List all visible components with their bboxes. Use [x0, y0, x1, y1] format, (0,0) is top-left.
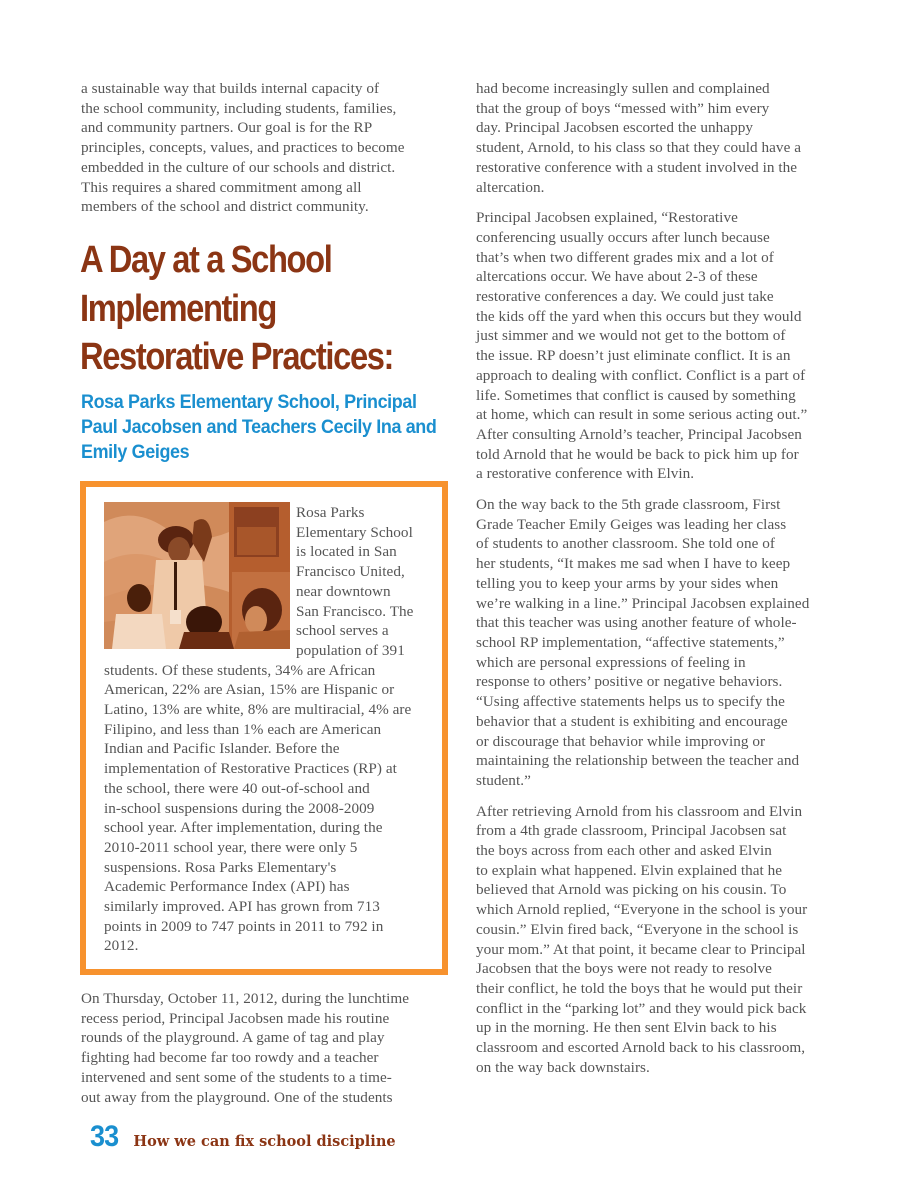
text-line: which are personal expressions of feeling in: [476, 653, 746, 671]
page-footer: [90, 1120, 396, 1154]
text-line: which Arnold replied, “Everyone in the school is your: [476, 901, 808, 919]
text-line: school serves a: [296, 622, 389, 640]
text-line: we’re walking in a line.” Principal Jacobsen explained: [476, 594, 810, 612]
text-line: life. Sometimes that conflict is caused by something: [476, 386, 796, 404]
text-line: from a 4th grade classroom, Principal Jacobsen sat: [476, 822, 787, 840]
text-line: After retrieving Arnold from his classroom and Elvin: [476, 802, 803, 820]
text-line: implementation of Restorative Practices (RP) at: [104, 760, 397, 778]
text-line: classroom and escorted Arnold back to his classroom,: [476, 1039, 806, 1057]
text-line: student.”: [476, 771, 531, 789]
text-line: This requires a shared commitment among all: [81, 178, 362, 196]
text-line: rounds of the playground. A game of tag and play: [81, 1029, 385, 1047]
text-line: Indian and Pacific Islander. Before the: [104, 740, 340, 758]
story-paragraph-affective-statements: [476, 495, 848, 791]
text-line: the school community, including students, families,: [81, 99, 397, 117]
text-line: population of 391: [296, 641, 405, 659]
text-line: Principal Jacobsen explained, “Restorative: [476, 209, 738, 227]
title-line: Restorative Practices:: [80, 336, 394, 378]
text-line: of students to another classroom. She told one of: [476, 535, 775, 553]
school-profile-sidebar: [80, 481, 448, 975]
text-line: cousin.” Elvin fired back, “Everyone in the school is: [476, 920, 799, 938]
text-line: After consulting Arnold’s teacher, Principal Jacobsen: [476, 425, 802, 443]
text-line: to explain what happened. Elvin explained that he: [476, 861, 783, 879]
text-line: up in the morning. He then sent Elvin back to his: [476, 1019, 777, 1037]
subtitle-line: Paul Jacobsen and Teachers Cecily Ina and: [81, 416, 437, 438]
text-line: told Arnold that he would be back to pick him up for: [476, 445, 799, 463]
text-line: Rosa Parks: [296, 504, 365, 521]
text-line: altercations occur. We have about 2-3 of these: [476, 268, 758, 286]
page-number: 33: [90, 1120, 119, 1153]
text-line: had become increasingly sullen and complained: [476, 80, 770, 97]
text-line: Grade Teacher Emily Geiges was leading her class: [476, 515, 787, 533]
text-line: 2012.: [104, 937, 139, 955]
text-line: response to others’ positive or negative behaviors.: [476, 673, 783, 691]
text-line: fighting had become far too rowdy and a teacher: [81, 1049, 379, 1067]
subtitle-line: Rosa Parks Elementary School, Principal: [81, 391, 417, 413]
text-line: restorative conference with a student involved in the: [476, 158, 798, 176]
text-line: Filipino, and less than 1% each are American: [104, 720, 382, 738]
text-line: principles, concepts, values, and practices to become: [81, 139, 405, 157]
text-line: is located in San: [296, 543, 397, 561]
article-subtitle: [81, 390, 453, 465]
text-line: recess period, Principal Jacobsen made his routine: [81, 1009, 390, 1027]
text-line: “Using affective statements helps us to specify the: [476, 693, 785, 711]
text-line: Academic Performance Index (API) has: [104, 878, 350, 896]
intro-paragraph: [81, 79, 453, 217]
text-line: and community partners. Our goal is for the RP: [81, 119, 373, 137]
text-line: near downtown: [296, 582, 391, 600]
text-line: Jacobsen that the boys were not ready to resolve: [476, 960, 772, 978]
text-line: embedded in the culture of our schools and district.: [81, 158, 396, 176]
text-line: the school, there were 40 out-of-school and: [104, 779, 370, 797]
story-paragraph-principal-quote: [476, 208, 848, 484]
text-line: altercation.: [476, 178, 545, 196]
text-line: in-school suspensions during the 2008-2009: [104, 799, 375, 817]
text-line: San Francisco. The: [296, 602, 414, 620]
text-line: her students, “It makes me sad when I have to keep: [476, 555, 791, 573]
text-line: day. Principal Jacobsen escorted the unhappy: [476, 119, 754, 137]
text-line: American, 22% are Asian, 15% are Hispanic or: [104, 681, 395, 699]
text-line: conferencing usually occurs after lunch because: [476, 228, 770, 246]
text-line: believed that Arnold was picking on his cousin. To: [476, 881, 787, 899]
text-line: at home, which can result in some serious acting out.”: [476, 406, 808, 424]
text-line: maintaining the relationship between the teacher and: [476, 752, 800, 770]
text-line: suspensions. Rosa Parks Elementary's: [104, 858, 337, 876]
text-line: approach to dealing with conflict. Conflict is a part of: [476, 366, 806, 384]
text-line: points in 2009 to 747 points in 2011 to 792 in: [104, 917, 384, 935]
text-line: members of the school and district community.: [81, 198, 369, 216]
text-line: that this teacher was using another feature of whole-: [476, 614, 797, 632]
text-line: 2010-2011 school year, there were only 5: [104, 838, 358, 856]
text-line: On the way back to the 5th grade classroom, First: [476, 496, 781, 514]
text-line: a sustainable way that builds internal capacity of: [81, 80, 380, 97]
text-line: a restorative conference with Elvin.: [476, 465, 695, 483]
text-line: that the group of boys “messed with” him every: [476, 99, 770, 117]
story-paragraph-continued: [476, 79, 848, 197]
text-line: conflict in the “parking lot” and they would pick back: [476, 999, 807, 1017]
text-line: similarly improved. API has grown from 713: [104, 898, 380, 916]
text-line: the kids off the yard when this occurs but they would: [476, 307, 802, 325]
text-line: the boys across from each other and asked Elvin: [476, 842, 772, 860]
text-line: out away from the playground. One of the students: [81, 1088, 393, 1106]
publication-title: How we can fix school discipline: [133, 1133, 396, 1150]
text-line: On Thursday, October 11, 2012, during the lunchtime: [81, 990, 410, 1007]
text-line: behavior that a student is exhibiting and encourage: [476, 712, 788, 730]
text-line: student, Arnold, to his class so that they could have a: [476, 139, 802, 157]
text-line: Francisco United,: [296, 563, 405, 581]
text-line: Elementary School: [296, 523, 413, 541]
right-column: [476, 79, 848, 1088]
text-line: that’s when two different grades mix and a lot of: [476, 248, 774, 266]
text-line: school RP implementation, “affective statements,”: [476, 633, 785, 651]
text-line: restorative conferences a day. We could just take: [476, 288, 774, 306]
text-line: your mom.” At that point, it became clear to Principal: [476, 940, 806, 958]
text-line: intervened and sent some of the students to a time-: [81, 1068, 392, 1086]
text-line: on the way back downstairs.: [476, 1058, 650, 1076]
text-line: telling you to keep your arms by your sides when: [476, 574, 779, 592]
text-line: just simmer and we would not get to the bottom of: [476, 327, 786, 345]
text-line: school year. After implementation, during the: [104, 819, 383, 837]
title-line: A Day at a School: [80, 239, 332, 281]
story-paragraph-conference: [476, 802, 848, 1078]
article-title: [80, 236, 407, 382]
subtitle-line: Emily Geiges: [81, 441, 190, 463]
text-line: or discourage that behavior while improving or: [476, 732, 766, 750]
text-line: the issue. RP doesn’t just eliminate conflict. It is an: [476, 347, 791, 365]
text-line: Latino, 13% are white, 8% are multiracial, 4% are: [104, 701, 412, 719]
text-line: their conflict, he told the boys that he would put their: [476, 979, 803, 997]
title-line: Implementing: [80, 287, 276, 330]
school-profile-text: [104, 503, 434, 956]
story-paragraph-1: [81, 989, 453, 1107]
text-line: students. Of these students, 34% are African: [104, 661, 376, 679]
